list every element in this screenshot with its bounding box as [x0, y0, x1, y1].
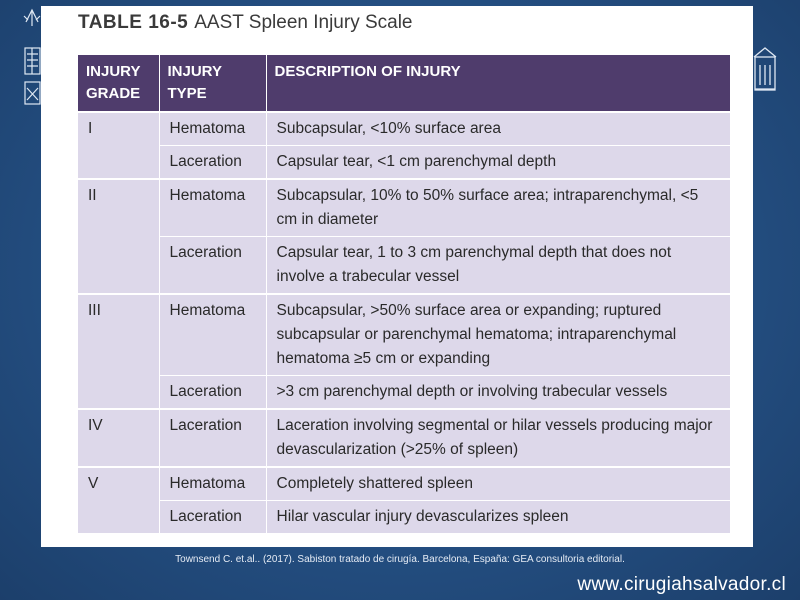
table-row — [78, 376, 730, 410]
description-cell: Completely shattered spleen — [266, 467, 730, 501]
hospital-logo-left — [22, 8, 42, 106]
type-cell: Laceration — [159, 501, 266, 534]
description-cell: Hilar vascular injury devascularizes spleen — [266, 501, 730, 534]
header-description: DESCRIPTION OF INJURY — [266, 55, 730, 112]
type-cell: Laceration — [159, 237, 266, 295]
type-cell: Laceration — [159, 146, 266, 180]
table-row — [78, 294, 730, 376]
type-cell: Hematoma — [159, 179, 266, 237]
table-row — [78, 112, 730, 146]
description-cell: >3 cm parenchymal depth or involving trabecular vessels — [266, 376, 730, 410]
table-row — [78, 501, 730, 534]
table-header-row — [78, 55, 730, 112]
type-cell: Hematoma — [159, 294, 266, 376]
type-cell: Hematoma — [159, 467, 266, 501]
table-row — [78, 179, 730, 237]
grade-cell: IV — [78, 409, 159, 467]
grade-cell: V — [78, 467, 159, 533]
header-injury-type: INJURY TYPE — [159, 55, 266, 112]
table-title — [78, 12, 413, 34]
website-url: www.cirugiahsalvador.cl — [577, 574, 786, 595]
description-cell: Subcapsular, >50% surface area or expanding; ruptured subcapsular or parenchymal hematoma; intraparenchymal hematoma ≥5 cm or expanding — [266, 294, 730, 376]
description-cell: Capsular tear, 1 to 3 cm parenchymal depth that does not involve a trabecular vessel — [266, 237, 730, 295]
grade-cell: I — [78, 112, 159, 179]
type-cell: Laceration — [159, 376, 266, 410]
spleen-injury-table — [78, 55, 730, 533]
table-number: TABLE 16-5 — [78, 12, 189, 33]
table-row — [78, 146, 730, 180]
table-name: AAST Spleen Injury Scale — [194, 12, 413, 33]
table-row — [78, 409, 730, 467]
header-injury-grade: INJURY GRADE — [78, 55, 159, 112]
description-cell: Subcapsular, 10% to 50% surface area; intraparenchymal, <5 cm in diameter — [266, 179, 730, 237]
building-icon — [752, 45, 778, 93]
table-row — [78, 467, 730, 501]
type-cell: Hematoma — [159, 112, 266, 146]
citation-text: Townsend C. et.al.. (2017). Sabiston tratado de cirugía. Barcelona, España: GEA consultoria editorial. — [175, 554, 625, 565]
description-cell: Laceration involving segmental or hilar vessels producing major devascularization (>25% of spleen) — [266, 409, 730, 467]
grade-cell: III — [78, 294, 159, 409]
table-row — [78, 237, 730, 295]
type-cell: Laceration — [159, 409, 266, 467]
grade-cell: II — [78, 179, 159, 294]
description-cell: Subcapsular, <10% surface area — [266, 112, 730, 146]
table-card — [41, 6, 753, 547]
description-cell: Capsular tear, <1 cm parenchymal depth — [266, 146, 730, 180]
